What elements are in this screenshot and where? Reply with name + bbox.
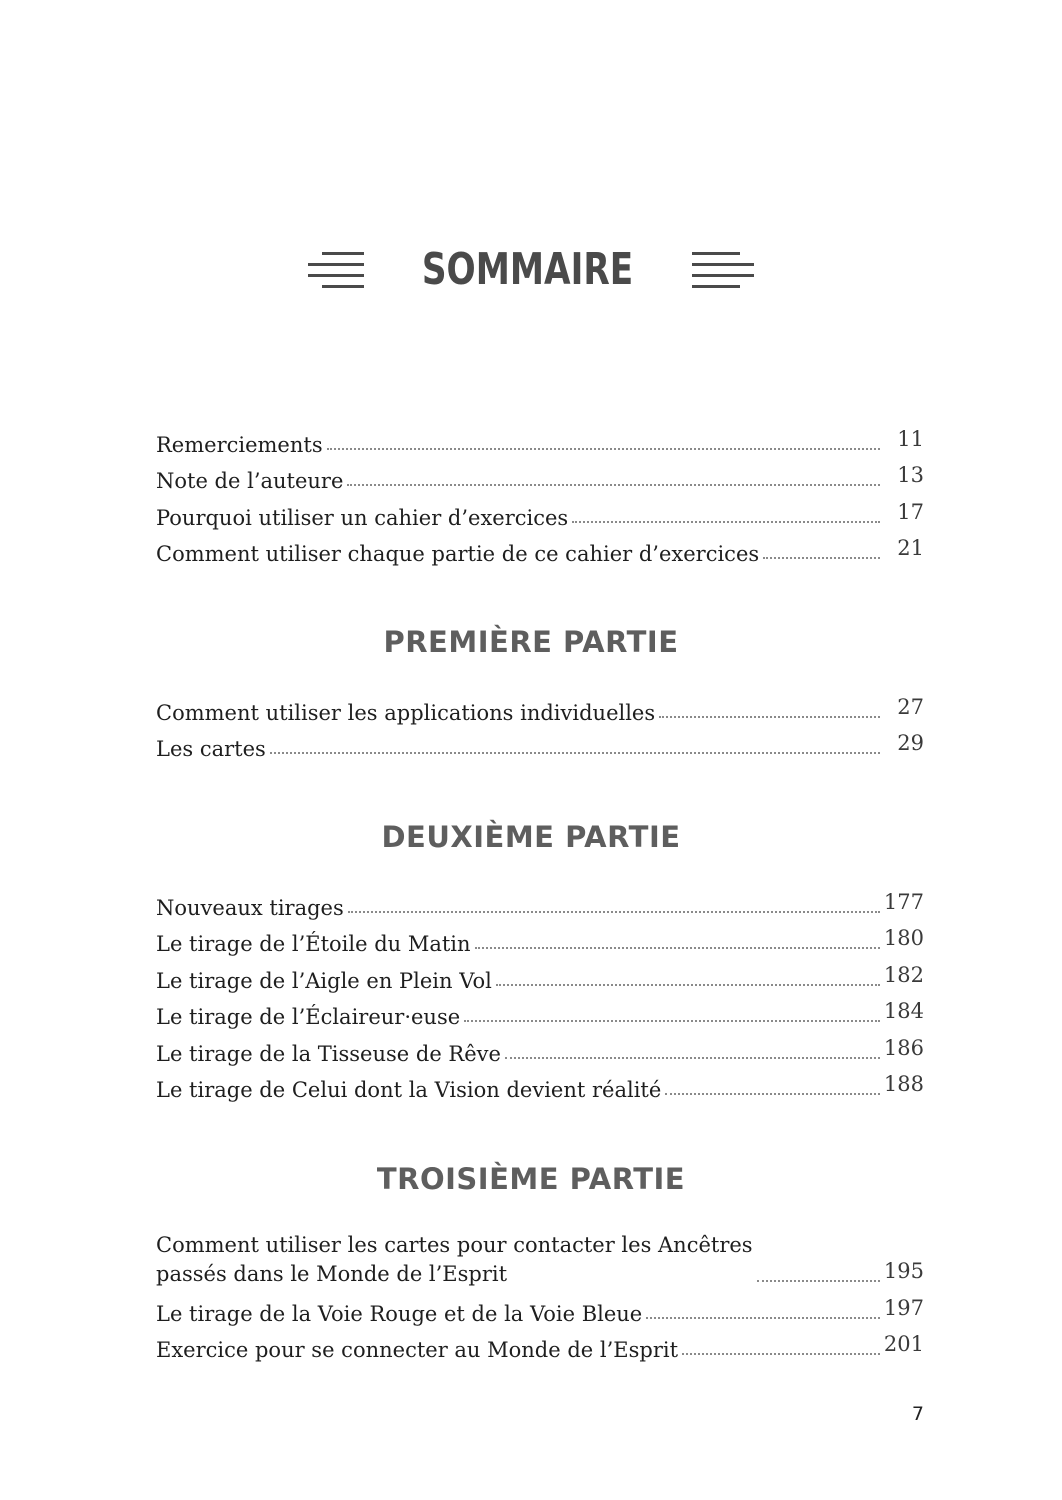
toc-entry[interactable] <box>156 530 924 567</box>
toc-entry-label: Note de l’auteure <box>156 469 344 493</box>
toc-entry[interactable] <box>156 883 924 920</box>
dot-leader <box>327 448 880 450</box>
toc-entry[interactable] <box>156 1289 924 1326</box>
toc-entry-page: 195 <box>883 1259 924 1283</box>
toc-entry-label: Le tirage de la Tisseuse de Rêve <box>156 1041 501 1066</box>
toc-entry-label: Le tirage de l’Étoile du Matin <box>156 932 471 956</box>
dot-leader <box>347 484 880 486</box>
toc-entry-label: Le tirage de Celui dont la Vision devient réalité <box>156 1078 662 1102</box>
horizontal-lines-icon <box>692 252 754 288</box>
toc-part-3 <box>156 1225 924 1362</box>
toc-entry-label: Le tirage de la Voie Rouge et de la Voie Bleue <box>156 1301 643 1326</box>
toc-entry-label: Le tirage de l’Éclaireur·euse <box>156 1005 461 1029</box>
dot-leader <box>665 1093 880 1095</box>
toc-entry-page: 21 <box>897 536 924 560</box>
dot-leader <box>757 1280 880 1282</box>
toc-part-2 <box>156 883 924 1102</box>
toc-entry-label: Le tirage de l’Aigle en Plein Vol <box>156 968 492 993</box>
toc-entry-label: Exercice pour se connecter au Monde de l’Esprit <box>156 1338 679 1362</box>
page-header <box>0 240 1062 300</box>
part-heading: PREMIÈRE PARTIE <box>383 625 679 659</box>
toc-entry[interactable] <box>156 725 924 762</box>
toc-intro-section <box>156 420 924 566</box>
dot-leader <box>572 521 880 523</box>
toc-entry-label: Comment utiliser chaque partie de ce cahier d’exercices <box>156 542 760 566</box>
toc-entry-page: 182 <box>883 962 924 987</box>
toc-entry-label: Comment utiliser les applications individuelles <box>156 700 656 725</box>
toc-entry-page: 27 <box>897 694 924 719</box>
dot-leader <box>464 1020 880 1022</box>
toc-entry[interactable] <box>156 1066 924 1103</box>
toc-entry[interactable] <box>156 956 924 993</box>
toc-entry-label: Remerciements <box>156 432 323 457</box>
dot-leader <box>646 1317 880 1319</box>
toc-entry[interactable] <box>156 993 924 1030</box>
page-number: 7 <box>911 1403 924 1425</box>
toc-part-1 <box>156 688 924 761</box>
toc-entry-page: 177 <box>883 889 924 914</box>
toc-entry-label: Pourquoi utiliser un cahier d’exercices <box>156 505 569 530</box>
toc-entry[interactable] <box>156 1326 924 1363</box>
toc-entry-label-line1: Comment utiliser les cartes pour contacter les Ancêtres <box>156 1233 753 1257</box>
toc-entry-page: 17 <box>897 499 924 524</box>
toc-entry-page: 184 <box>883 999 924 1023</box>
toc-entry[interactable] <box>156 1225 924 1289</box>
horizontal-lines-icon <box>308 252 364 288</box>
toc-entry-label: Les cartes <box>156 737 266 761</box>
toc-entry-page: 186 <box>883 1035 924 1060</box>
toc-entry-page: 197 <box>883 1295 924 1320</box>
toc-entry[interactable] <box>156 493 924 530</box>
dot-leader <box>270 752 880 754</box>
dot-leader <box>475 947 880 949</box>
toc-entry-page: 180 <box>883 926 924 950</box>
toc-entry-page: 201 <box>883 1332 924 1356</box>
toc-entry[interactable] <box>156 688 924 725</box>
part-heading: TROISIÈME PARTIE <box>376 1162 686 1196</box>
toc-entry-label <box>156 1231 755 1289</box>
dot-leader <box>659 716 880 718</box>
toc-entry[interactable] <box>156 457 924 494</box>
toc-entry-page: 29 <box>897 731 924 755</box>
toc-entry[interactable] <box>156 1029 924 1066</box>
toc-entry[interactable] <box>156 920 924 957</box>
page-title: SOMMAIRE <box>422 244 634 295</box>
toc-entry-page: 11 <box>897 426 924 451</box>
dot-leader <box>496 984 880 986</box>
toc-entry-label-line2: passés dans le Monde de l’Esprit <box>156 1262 508 1286</box>
dot-leader <box>763 557 880 559</box>
toc-entry-page: 13 <box>897 463 924 487</box>
dot-leader <box>505 1057 880 1059</box>
dot-leader <box>348 911 880 913</box>
part-heading: DEUXIÈME PARTIE <box>381 820 681 854</box>
toc-entry-page: 188 <box>883 1072 924 1096</box>
toc-entry[interactable] <box>156 420 924 457</box>
dot-leader <box>682 1353 880 1355</box>
toc-entry-label: Nouveaux tirages <box>156 895 344 920</box>
